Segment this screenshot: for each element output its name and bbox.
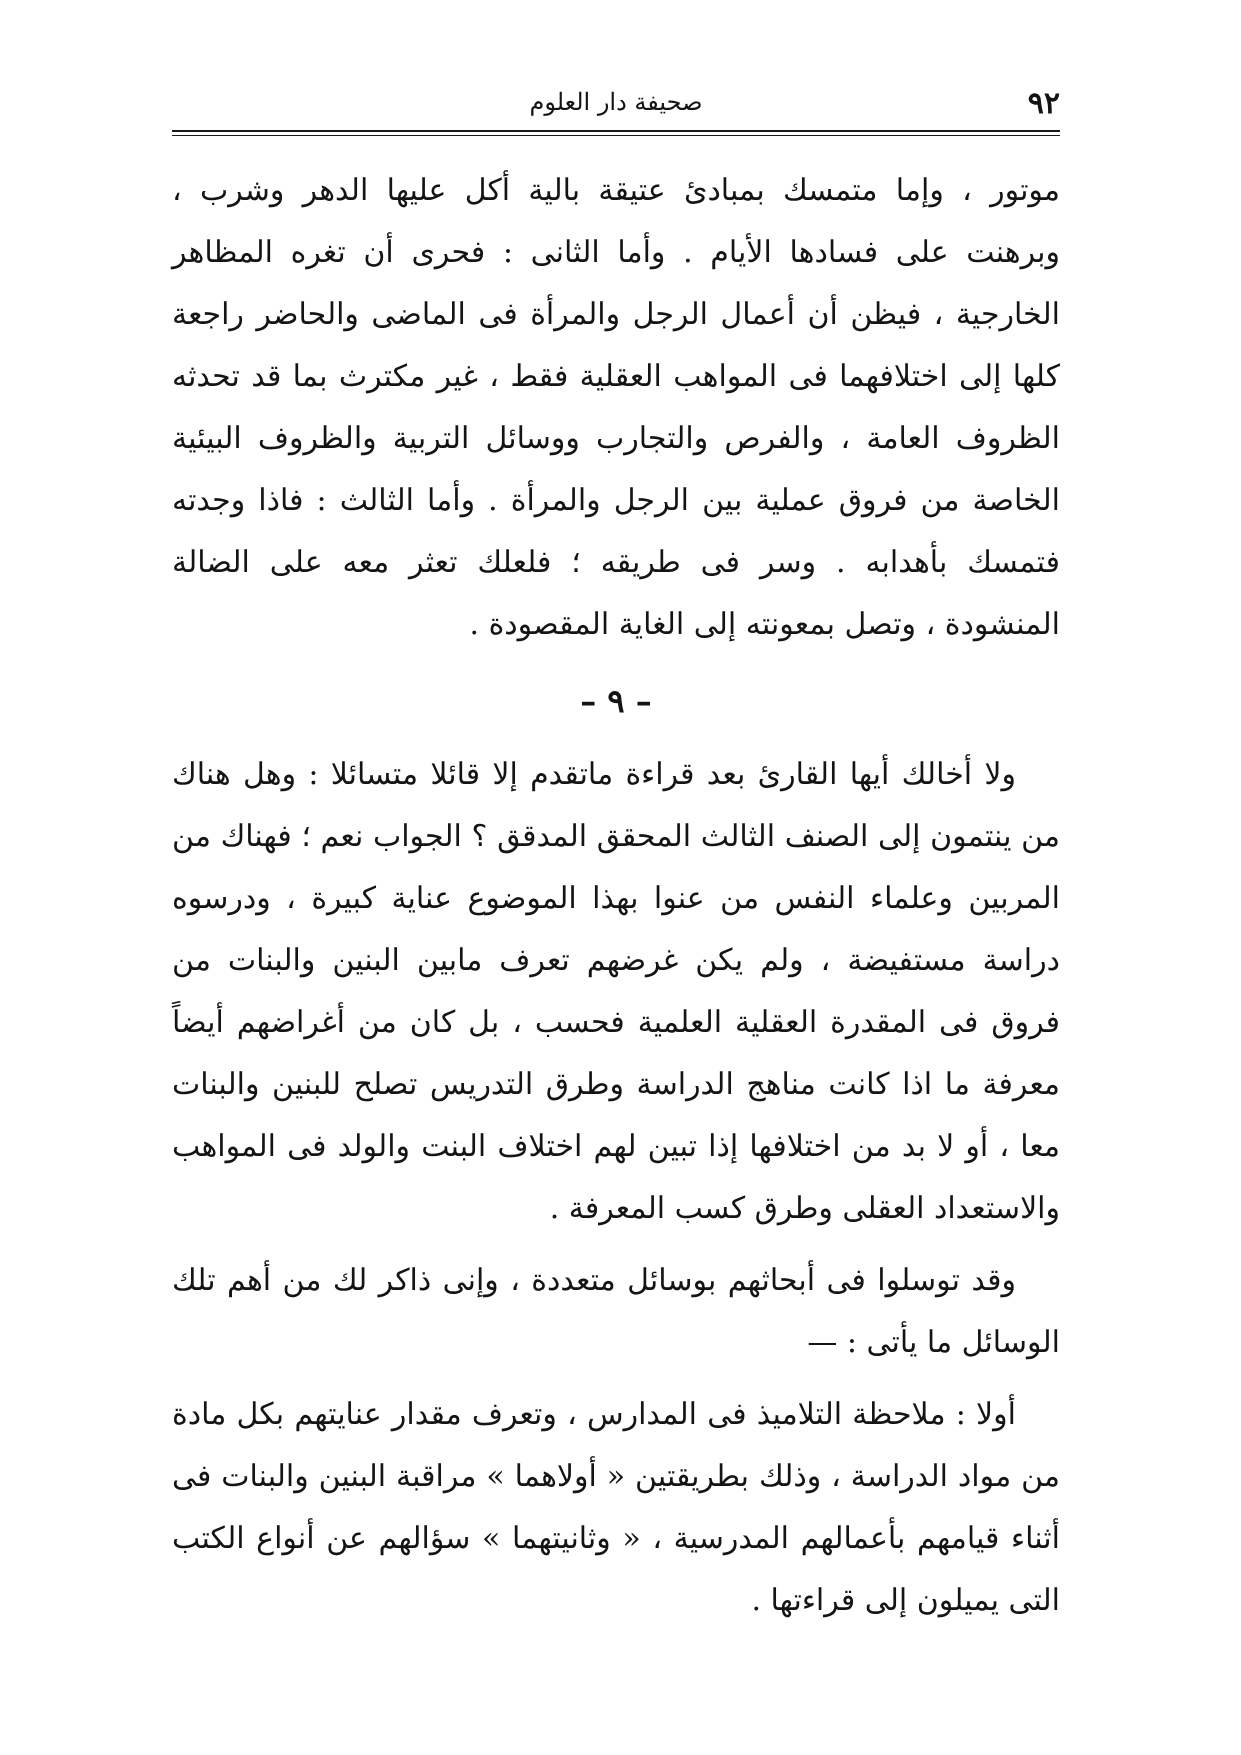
paragraph-4: أولا : ملاحظة التلاميذ فى المدارس ، وتعرف مقدار عنايتهم بكل مادة من مواد الدراسة ، وذلك بطريقتين « أولاهما » مراقبة البنين والبنات فى أثناء قيامهم بأعمالهم المدرسية ، « وثانيتهما » سؤالهم عن أنواع الكتب التى يميلون إلى قراءتها . — [172, 1397, 1060, 1618]
running-title: صحيفة دار العلوم — [529, 88, 703, 116]
section-heading: – ٩ – — [580, 682, 652, 720]
paragraph-gap — [172, 1240, 1060, 1250]
paragraph-2: ولا أخالك أيها القارئ بعد قراءة ماتقدم إلا قائلا متسائلا : وهل هناك من ينتمون إلى الصنف الثالث المحقق المدقق ؟ الجواب نعم ؛ فهناك من المربين وعلماء النفس من عنوا بهذا الموضوع عناية كبيرة ، ودرسوه دراسة مستفيضة ، ولم يكن غرضهم تعرف مابين البنين والبنات من فروق فى المقدرة العقلية العلمية فحسب ، بل كان من أغراضهم أيضاً معرفة ما اذا كانت مناهج الدراسة وطرق التدريس تصلح للبنين والبنات معا ، أو لا بد من اختلافها إذا تبين لهم اختلاف البنت والولد فى المواهب والاستعداد العقلى وطرق كسب المعرفة . — [172, 757, 1060, 1226]
page-header — [172, 86, 1060, 126]
body-text — [172, 160, 1060, 1632]
paragraph-3: وقد توسلوا فى أبحاثهم بوسائل متعددة ، وإنى ذاكر لك من أهم تلك الوسائل ما يأتى : — — [172, 1263, 1060, 1360]
page-number: ٩٢ — [1027, 86, 1060, 121]
paragraph-1: موتور ، وإما متمسك بمبادئ عتيقة بالية أكل عليها الدهر وشرب ، وبرهنت على فسادها الأيام . وأما الثانى : فحرى أن تغره المظاهر الخارجية ، فيظن أن أعمال الرجل والمرأة فى الماضى والحاضر راجعة كلها إلى اختلافهما فى المواهب العقلية فقط ، غير مكترث بما قد تحدثه الظروف العامة ، والفرص والتجارب ووسائل التربية والظروف البيئية الخاصة من فروق عملية بين الرجل والمرأة . وأما الثالث : فاذا وجدته فتمسك بأهدابه . وسر فى طريقه ؛ فلعلك تعثر معه على الضالة المنشودة ، وتصل بمعونته إلى الغاية المقصودة . — [172, 173, 1060, 642]
paragraph-gap — [172, 1374, 1060, 1384]
header-rule — [172, 130, 1060, 136]
